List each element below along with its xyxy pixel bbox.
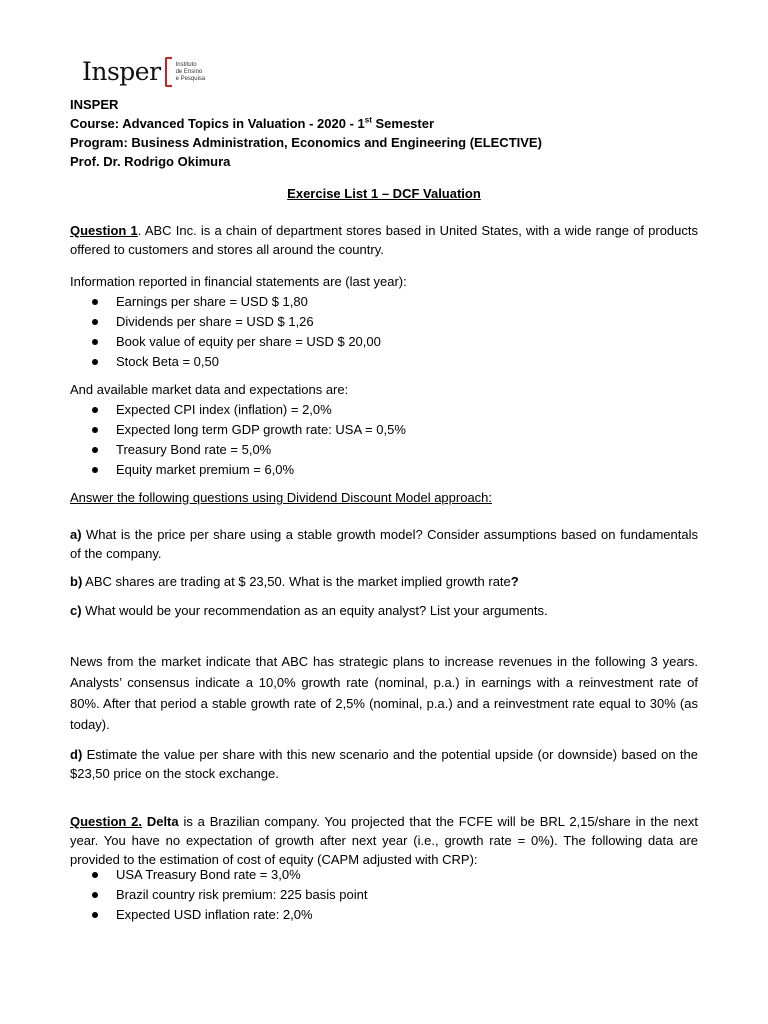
question-c [70,602,698,620]
logo-bracket-icon [165,57,172,87]
question-b [70,573,698,591]
question-2-company: Delta [146,814,179,829]
bullet-icon [92,407,98,413]
bullet-icon [92,359,98,365]
list-item-text: Stock Beta = 0,50 [116,354,219,369]
bullet-icon [92,339,98,345]
list-item-text: Expected CPI index (inflation) = 2,0% [116,402,332,417]
question-2-intro [70,812,698,869]
list-item [70,400,698,420]
list-item [70,460,698,480]
question-2-text: is a Brazilian company. You projected that the FCFE will be BRL 2,15/share in the next year. You have no expectation of growth after next year (i.e., growth rate = 0%). The following data are provided to the estimation of cost of equity (CAPM adjusted with CRP): [70,814,698,867]
question-c-label: c) [70,603,82,618]
financials-list [70,292,698,372]
bullet-icon [92,892,98,898]
list-item [70,885,698,905]
question-b-text: ABC shares are trading at $ 23,50. What is the market implied growth rate [82,574,511,589]
list-item-text: Expected long term GDP growth rate: USA = 0,5% [116,422,406,437]
document-header [70,96,698,172]
professor-line: Prof. Dr. Rodrigo Okimura [70,154,231,169]
list-item [70,440,698,460]
list-item [70,865,698,885]
logo-tagline-line: de Ensino [175,68,203,75]
logo-tagline-line: e Pesquisa [175,75,206,82]
ddm-instructions: Answer the following questions using Dividend Discount Model approach: [70,490,493,505]
course-line [70,115,698,134]
question-d [70,745,698,783]
insper-logo [82,56,205,88]
list-item-text: USA Treasury Bond rate = 3,0% [116,867,301,882]
logo-tagline-line: Instituto [175,61,197,68]
bullet-icon [92,299,98,305]
institution-name: INSPER [70,97,119,112]
market-heading: And available market data and expectations are: [70,382,349,397]
list-item [70,292,698,312]
question-1-label: Question 1 [70,223,138,238]
list-item [70,905,698,925]
question-b-mark: ? [510,574,519,589]
bullet-icon [92,447,98,453]
question-a [70,525,698,563]
question-1-intro [70,221,698,259]
list-item-text: Book value of equity per share = USD $ 20,00 [116,334,381,349]
course-text: Course: Advanced Topics in Valuation - 2020 - 1 [70,116,365,131]
bullet-icon [92,319,98,325]
list-item-text: Earnings per share = USD $ 1,80 [116,294,308,309]
question-c-text: What would be your recommendation as an equity analyst? List your arguments. [81,603,548,618]
course-superscript: st [364,115,372,125]
logo-wordmark: Insper [82,57,161,86]
list-item [70,352,698,372]
bullet-icon [92,912,98,918]
bullet-icon [92,467,98,473]
question-2-data-section [70,865,698,925]
exercise-title: Exercise List 1 – DCF Valuation [287,186,481,201]
list-item-text: Brazil country risk premium: 225 basis point [116,887,368,902]
question-1-text: . ABC Inc. is a chain of department stores based in United States, with a wide range of products offered to customers and stores all around the country. [70,223,698,257]
course-suffix: Semester [371,116,435,131]
list-item-text: Equity market premium = 6,0% [116,462,295,477]
question-d-label: d) [70,747,83,762]
list-item [70,332,698,352]
list-item [70,420,698,440]
financials-section [70,273,698,372]
list-item-text: Treasury Bond rate = 5,0% [116,442,272,457]
list-item-text: Dividends per share = USD $ 1,26 [116,314,314,329]
list-item [70,312,698,332]
question-2-list [70,865,698,925]
financials-heading: Information reported in financial statements are (last year): [70,274,407,289]
question-d-text: Estimate the value per share with this new scenario and the potential upside (or downside) based on the $23,50 price on the stock exchange. [70,747,698,781]
question-a-text: What is the price per share using a stable growth model? Consider assumptions based on fundamentals of the company. [70,527,698,561]
list-item-text: Expected USD inflation rate: 2,0% [116,907,313,922]
question-b-label: b) [70,574,83,589]
bullet-icon [92,872,98,878]
market-news-paragraph: News from the market indicate that ABC has strategic plans to increase revenues in the following 3 years. Analysts’ consensus indicate a 10,0% growth rate (nominal, p.a.) in earnings with a reinvestment rate of 80%. After that period a stable growth rate of 2,5% (nominal, p.a.) and a reinvestment rate equal to 30% (as today). [70,654,698,732]
question-2-label: Question 2. [70,814,142,829]
bullet-icon [92,427,98,433]
logo-tagline [176,62,206,83]
program-line: Program: Business Administration, Economics and Engineering (ELECTIVE) [70,135,542,150]
market-data-section [70,381,698,480]
market-list [70,400,698,480]
question-a-label: a) [70,527,82,542]
